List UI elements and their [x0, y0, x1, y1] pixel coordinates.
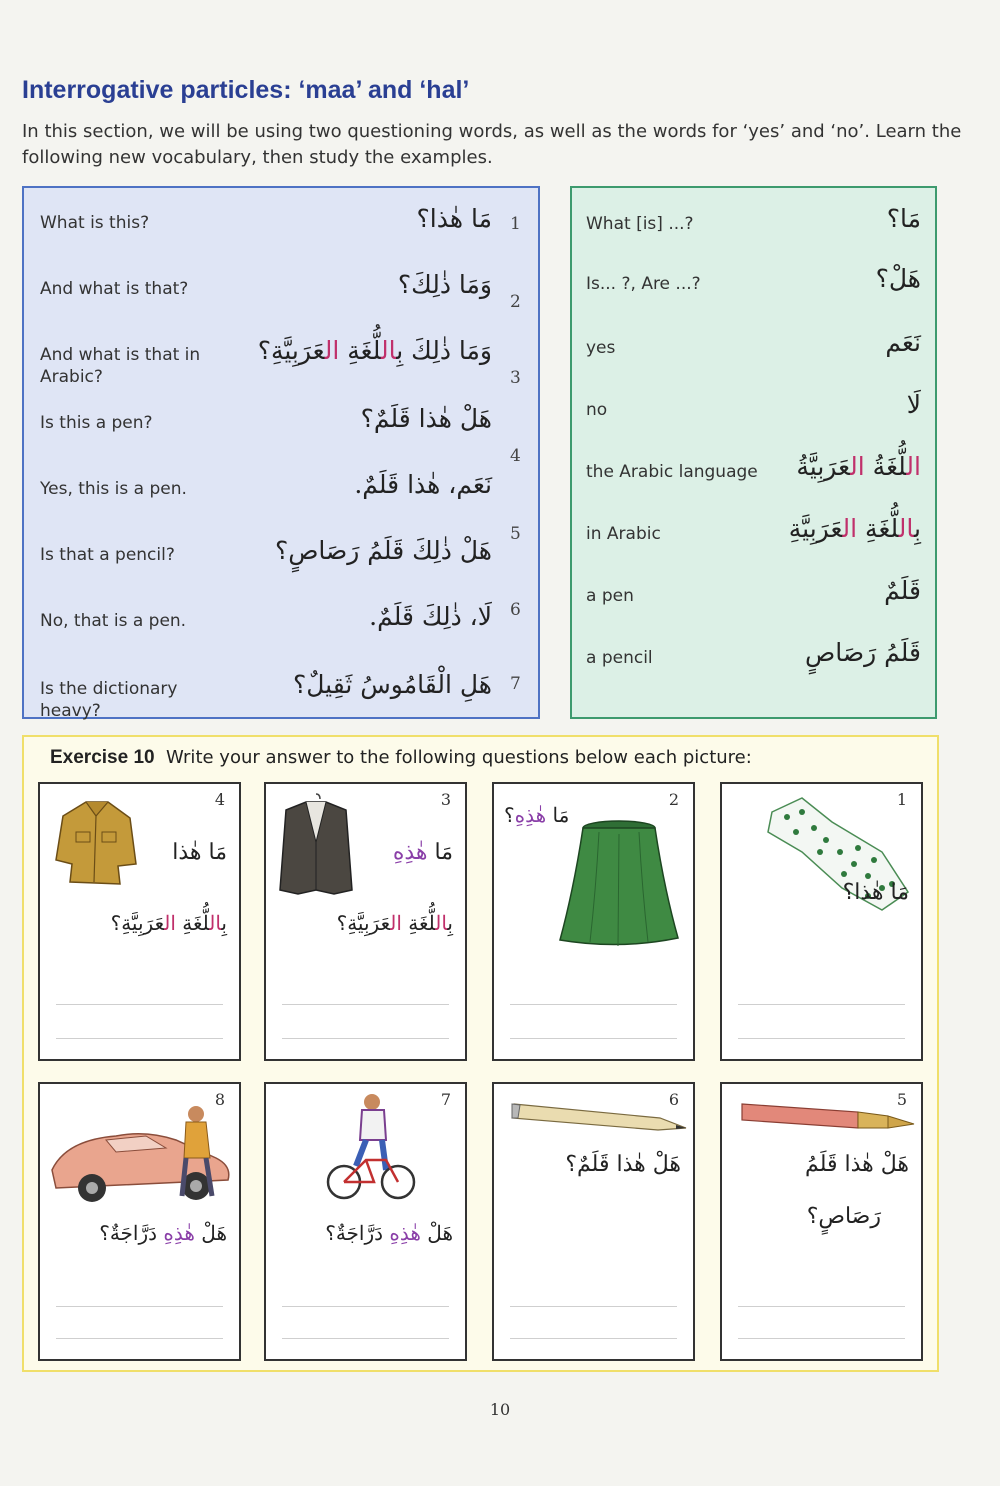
example-english: Is the dictionary heavy?: [40, 679, 178, 721]
example-arabic: هَلْ ذٰلِكَ قَلَمُ رَصَاصٍ؟: [274, 536, 492, 565]
answer-line[interactable]: [738, 1306, 905, 1307]
card-question-line1: مَا هٰذِهِ؟: [504, 803, 570, 827]
exercise-card: [264, 1082, 467, 1361]
bicycle-icon: [326, 1090, 416, 1206]
answer-line[interactable]: [56, 1338, 223, 1339]
example-english: Yes, this is a pen.: [40, 479, 187, 499]
card-number: 5: [896, 1090, 907, 1109]
page-title: Interrogative particles: ‘maa’ and ‘hal’: [22, 76, 470, 104]
vocab-row: [572, 264, 935, 314]
example-arabic: مَا هٰذا؟: [416, 204, 492, 233]
example-arabic: لَا، ذٰلِكَ قَلَمٌ.: [369, 602, 492, 631]
vocab-row: [572, 390, 935, 440]
example-arabic: هَلِ الْقَامُوسُ ثَقِيلٌ؟: [292, 670, 492, 699]
example-english: Is this a pen?: [40, 413, 153, 433]
answer-line[interactable]: [282, 1038, 449, 1039]
vocab-english: What [is] ...?: [586, 214, 694, 234]
exercise-card: [720, 782, 923, 1061]
vocabulary-panel: [570, 186, 937, 719]
vocab-arabic: لَا: [906, 390, 921, 419]
card-number: 2: [668, 790, 679, 809]
exercise-card: [720, 1082, 923, 1361]
vocab-arabic: قَلَمٌ: [884, 576, 921, 605]
vocab-english: a pen: [586, 586, 634, 606]
example-row: [24, 270, 538, 318]
exercise-card: [38, 782, 241, 1061]
answer-line[interactable]: [56, 1038, 223, 1039]
vocab-arabic: هَلْ؟: [875, 264, 921, 293]
example-arabic: هَلْ هٰذا قَلَمٌ؟: [360, 404, 492, 433]
card-question-line1: مَا هٰذِهِ: [392, 840, 453, 865]
example-number: 3: [510, 368, 521, 388]
fountain-pen-icon: [738, 1098, 918, 1138]
card-question-line2: بِاللُّغَةِ العَرَبِيَّةِ؟: [110, 911, 227, 935]
exercise-instruction: Write your answer to the following questions below each picture:: [166, 747, 752, 768]
example-number: 4: [510, 446, 521, 466]
example-number: 2: [510, 292, 521, 312]
answer-line[interactable]: [510, 1338, 677, 1339]
answer-line[interactable]: [738, 1038, 905, 1039]
vocab-row: [572, 576, 935, 626]
card-question-line1: هَلْ هٰذا قَلَمُ: [805, 1152, 909, 1177]
example-english: No, that is a pen.: [40, 611, 187, 631]
answer-line[interactable]: [56, 1306, 223, 1307]
exercise-card: [492, 782, 695, 1061]
example-arabic: وَمَا ذٰلِكَ بِاللُّغَةِ العَرَبِيَّةِ؟: [257, 336, 492, 365]
examples-panel: [22, 186, 540, 719]
example-english: Is that a pencil?: [40, 545, 175, 565]
answer-line[interactable]: [738, 1338, 905, 1339]
example-row: [24, 204, 538, 252]
vocab-arabic: بِاللُّغَةِ العَرَبِيَّةِ: [788, 514, 921, 543]
exercise-card: [492, 1082, 695, 1361]
example-row: [24, 404, 538, 466]
answer-line[interactable]: [282, 1306, 449, 1307]
car-icon: [46, 1100, 236, 1210]
example-english: And what is that?: [40, 279, 189, 299]
skirt-icon: [554, 818, 684, 948]
pencil-icon: [510, 1098, 690, 1138]
card-number: 4: [214, 790, 225, 809]
example-number: 6: [510, 600, 521, 620]
answer-line[interactable]: [510, 1038, 677, 1039]
intro-paragraph: In this section, we will be using two questioning words, as well as the words for ‘yes’ and ‘no’. Learn the following new vocabulary, then study the examples.: [22, 121, 962, 168]
answer-line[interactable]: [510, 1306, 677, 1307]
vocab-row: [572, 638, 935, 688]
card-number: 3: [440, 790, 451, 809]
answer-line[interactable]: [282, 1338, 449, 1339]
answer-line[interactable]: [510, 1004, 677, 1005]
vocab-english: the Arabic language: [586, 462, 758, 482]
brown-shirt-icon: [48, 794, 143, 889]
answer-line[interactable]: [282, 1004, 449, 1005]
card-question-line2: بِاللُّغَةِ العَرَبِيَّةِ؟: [336, 911, 453, 935]
vocab-row: [572, 204, 935, 254]
vocab-arabic: نَعَم: [885, 328, 921, 357]
card-number: 6: [668, 1090, 679, 1109]
example-row: [24, 336, 538, 388]
example-row: [24, 670, 538, 721]
vocab-english: yes: [586, 338, 616, 358]
card-question-line1: هَلْ هٰذا قَلَمٌ؟: [565, 1152, 681, 1177]
jacket-icon: [276, 790, 356, 900]
example-arabic: نَعَم، هٰذا قَلَمٌ.: [354, 470, 492, 499]
vocab-english: a pencil: [586, 648, 653, 668]
vocab-english: no: [586, 400, 608, 420]
answer-line[interactable]: [738, 1004, 905, 1005]
card-question-line1: مَا هٰذا: [172, 840, 227, 865]
exercise-label: Exercise 10: [50, 747, 155, 768]
example-row: [24, 470, 538, 544]
page-number: 10: [489, 1400, 511, 1419]
card-number: 1: [896, 790, 907, 809]
example-number: 7: [510, 674, 521, 694]
example-number: 5: [510, 524, 521, 544]
card-number: 7: [440, 1090, 451, 1109]
card-question-line1: هَلْ هٰذِهِ دَرَّاجَةٌ؟: [99, 1221, 227, 1245]
example-english: What is this?: [40, 213, 150, 233]
vocab-english: Is... ?, Are ...?: [586, 274, 701, 294]
card-question-line1: هَلْ هٰذِهِ دَرَّاجَةٌ؟: [325, 1221, 453, 1245]
example-number: 1: [510, 214, 521, 234]
vocab-arabic: مَا؟: [886, 204, 921, 233]
answer-line[interactable]: [56, 1004, 223, 1005]
exercise-card: [264, 782, 467, 1061]
example-english: And what is that in Arabic?: [40, 345, 201, 387]
vocab-arabic: قَلَمُ رَصَاصٍ: [805, 638, 921, 667]
vocab-arabic: اللُّغَةُ العَرَبِيَّةُ: [796, 452, 921, 481]
vocab-english: in Arabic: [586, 524, 661, 544]
card-number: 8: [214, 1090, 225, 1109]
vocab-row: [572, 328, 935, 378]
exercise-panel: [22, 735, 939, 1372]
exercise-card: [38, 1082, 241, 1361]
example-arabic: وَمَا ذٰلِكَ؟: [397, 270, 492, 299]
card-question-line2: رَصَاصٍ؟: [806, 1204, 881, 1229]
vocab-row: [572, 514, 935, 564]
vocab-row: [572, 452, 935, 502]
card-question-line1: مَا هٰذا؟: [842, 880, 909, 905]
exercise-heading: [50, 747, 752, 769]
